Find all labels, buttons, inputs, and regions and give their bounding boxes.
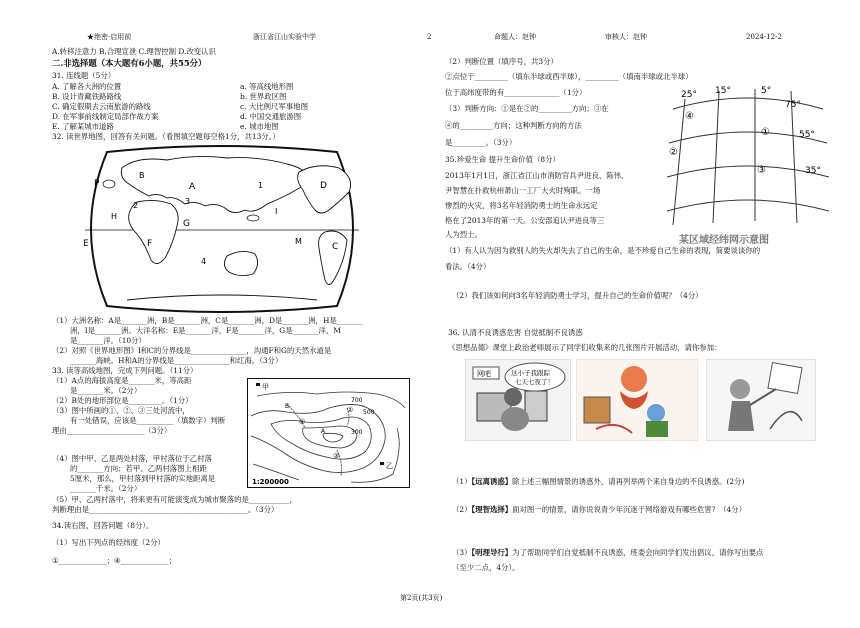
- map-scale: 1:200000: [252, 478, 289, 486]
- lat-lon-grid: [663, 81, 833, 249]
- map-label-1: 1: [258, 181, 264, 190]
- cartoon-internet-cafe: [465, 359, 571, 441]
- q33-5b: 判断理由是___________________________________________。（3分）: [52, 505, 279, 514]
- options-line: A.转移注意力 B.合理宣泄 C.理智控制 D.改变认识: [52, 47, 216, 56]
- list-item: E. 了解某城市道路: [52, 122, 114, 131]
- q33-3b: 有一处错误，应该是__________（填数字）判断: [70, 416, 226, 425]
- map-label-F: F: [147, 239, 153, 249]
- q34-1b: ①_____________；④_____________；: [52, 556, 177, 565]
- q33-5a: （5）甲、乙两村落中，将来更有可能演变成为城市聚落的是___________，: [52, 495, 297, 504]
- contour-map: [247, 378, 410, 488]
- q33-3a: （3）图中所画的①、②、③三处河流中，: [52, 406, 190, 415]
- map-label-D: D: [320, 181, 327, 191]
- q34-2b: ②点位于_________（填东半球或西半球），_________（填南半球或北半球）: [445, 72, 693, 81]
- q36-1: （1）【远离诱惑】除上述三幅图情景的诱惑外，请再列举两个来自身边的不良诱惑。(2分): [452, 477, 745, 486]
- reviewer-label: 审核人：赵钟: [605, 33, 647, 41]
- map-label-B: B: [139, 171, 145, 180]
- river-1: ①: [299, 418, 306, 426]
- q35-para: 尹智慧在扑救杭州萧山一工厂大火时殉职。一场: [445, 186, 601, 195]
- list-item: B. 设计青藏铁路路线: [52, 92, 122, 101]
- world-map: [77, 144, 367, 314]
- q33-4c: 5厘米，那么，甲村落到甲村落的实地距离是: [70, 474, 216, 483]
- list-item: e. 城市地图: [240, 122, 279, 131]
- point-B: B: [285, 403, 290, 410]
- list-item: c. 大比例尺军事地图: [240, 102, 308, 111]
- grid-label-15: 15°: [715, 86, 731, 96]
- q34-1: （1）写出下列点的经纬度（2分）: [52, 538, 165, 547]
- grid-point-4: ④: [685, 111, 694, 122]
- grid-caption: 某区域经纬网示意图: [679, 235, 769, 246]
- school-name: 浙江省江山实验中学: [253, 33, 316, 41]
- q32-2b: _______海峡。H和A的分界线是_______________和红海。（3分）: [70, 356, 283, 365]
- grid-label-5: 5°: [761, 86, 772, 96]
- q33-title: 33. 读等高线地图，完成下列问题。（11分）: [52, 366, 198, 375]
- contour-700: 700: [351, 397, 363, 404]
- list-item: D. 在军事前线制定局部作战方案: [52, 112, 159, 121]
- map-label-3: 3: [185, 197, 191, 206]
- river-3: ③: [333, 452, 340, 460]
- list-item: b. 世界政区图: [240, 92, 287, 101]
- q35-1b: 看法。（4分）: [445, 262, 491, 271]
- grid-label-35: 35°: [805, 166, 821, 176]
- q35-1a: （1）有人认为因为救别人的失火却失去了自己的生命，是不珍爱自己生命的表现，简要谈谈你的: [445, 246, 761, 255]
- grid-point-2: ②: [669, 147, 678, 158]
- speech-bubble-2: 七天七夜了！: [515, 378, 554, 386]
- map-label-P: P: [94, 179, 100, 189]
- map-label-E: E: [83, 239, 89, 249]
- grid-label-75: 75°: [785, 100, 801, 110]
- q33-4d: _______千米。（2分）: [70, 484, 142, 493]
- q33-4a: （4）图中甲、乙是两处村落，甲村落位于乙村落: [52, 454, 212, 463]
- map-label-M: M: [295, 237, 302, 246]
- q34-3b: ④的_________方向；这种判断方向的方法: [445, 121, 582, 130]
- q32-1b: 洲，I是_______洲。大洋名称：E是_______洋，F是_______洋，G是_______洋，M: [70, 326, 341, 335]
- q34-3a: （3）判断方向：①是在②的_________方向；③在: [445, 104, 609, 113]
- q33-1a: （1）A点的海拔高度是_______米，等高距: [52, 376, 192, 385]
- grid-label-55: 55°: [799, 130, 815, 140]
- contour-500: 500: [363, 409, 375, 416]
- grid-label-25: 25°: [681, 90, 697, 100]
- list-item: d. 中国交通旅游图: [240, 112, 302, 121]
- map-label-2: 2: [133, 201, 139, 210]
- q35-para: 惨烈的火灾，将3名年轻消防勇士的生命永远定: [445, 201, 598, 210]
- q33-1b: 是_______米。（2分）: [70, 386, 142, 395]
- wangba-sign: 网吧: [477, 370, 491, 378]
- grid-point-3: ③: [757, 165, 766, 176]
- village-jia: 甲: [262, 383, 269, 391]
- q32-1a: （1）大洲名称：A是_______洲，B是_______洲，C是_______洲，D是_______洲，H是_______: [52, 316, 363, 325]
- contour-300: 300: [351, 429, 363, 436]
- q35-title: 35.珍爱生命 提升生命价值（8分）: [445, 155, 560, 164]
- river-2: ②: [347, 406, 354, 414]
- q32-2a: （2）对照《世界地形图》I和C的分界线是_______________，沟通F和G的天然水道是: [52, 346, 332, 355]
- list-item: C. 确定假期去云南旅游的路线: [52, 102, 151, 111]
- q34-3c: 是_________。（3分）: [445, 138, 517, 147]
- point-A: A: [321, 428, 326, 435]
- page-number: 2: [427, 33, 432, 41]
- village-yi: 乙: [386, 462, 393, 470]
- q34-2a: （2）判断位置（填序号，共3分）: [445, 57, 558, 66]
- q36-3b: （至少二点，4分）。: [452, 563, 520, 572]
- q32-title: 32. 读世界地图，回答有关问题。（看图填空题每空格1分，共13分。）: [52, 132, 280, 141]
- q35-para: 格在了2013年的第一天。公安部追认尹进良等三: [445, 216, 605, 225]
- list-item: A. 了解各大洲的位置: [52, 82, 122, 91]
- q33-4b: 的_______方向；若甲、乙两村落图上相距: [70, 464, 207, 473]
- q34-2c: 位于高纬度带的有_______________（1分）: [445, 88, 587, 97]
- date-label: 2024-12-2: [746, 33, 782, 41]
- speech-bubble-1: 这小子我跟踪: [511, 369, 550, 377]
- q31-title: 31. 连线题（5分）: [52, 71, 116, 80]
- page-footer: 第2页(共3页): [400, 594, 443, 602]
- map-label-4: 4: [201, 257, 207, 266]
- map-label-A: A: [189, 182, 196, 192]
- q35-2: （2）我们该如何向3名年轻消防勇士学习，提升自己的生命价值呢？（4分）: [452, 291, 703, 300]
- map-label-C: C: [332, 242, 339, 252]
- q35-para: 2013年1月1日，浙江省江山市消防官兵尹进良、陈伟、: [445, 171, 629, 180]
- list-item: a. 等高线地形图: [240, 82, 294, 91]
- map-label-H: H: [111, 212, 118, 221]
- q36-title: 36. 认清不良诱惑危害 自觉抵制不良诱惑: [448, 328, 583, 337]
- cartoon-refuse: [706, 359, 816, 441]
- q34-title: 34.读右图，回答问题（8分）。: [52, 521, 154, 530]
- grid-point-1: ①: [761, 127, 770, 138]
- q33-2: （2）B处的地形部位是_________。（1分）: [52, 396, 193, 405]
- author-label: 命题人：赵钟: [494, 33, 536, 41]
- q36-2: （2）【理智选择】面对图一的情景，请你说说青少年沉迷于网络游戏有哪些危害？（4分）: [452, 505, 746, 514]
- cartoon-temptation: [576, 359, 698, 441]
- map-label-I: I: [275, 207, 278, 216]
- q35-para: 人为烈士。: [445, 230, 482, 239]
- map-label-G: G: [183, 219, 190, 229]
- section-title: 二.非选择题（本大题有6小题，共55分）: [52, 58, 207, 68]
- q36-intro: 《思想品德》课堂上政治老师展示了同学们收集来的几张图片开展活动，请你参加：: [448, 343, 722, 352]
- q32-1c: 是_______洋。（10分）: [70, 336, 146, 345]
- secret-label: ★绝密·启用前: [87, 33, 132, 41]
- q36-3a: （3）【明理导行】为了帮助同学们自觉抵制不良诱惑，班委会向同学们发出倡议，请你写出要点: [452, 548, 764, 557]
- q33-3c: 理由_____________________（3分）: [52, 426, 172, 435]
